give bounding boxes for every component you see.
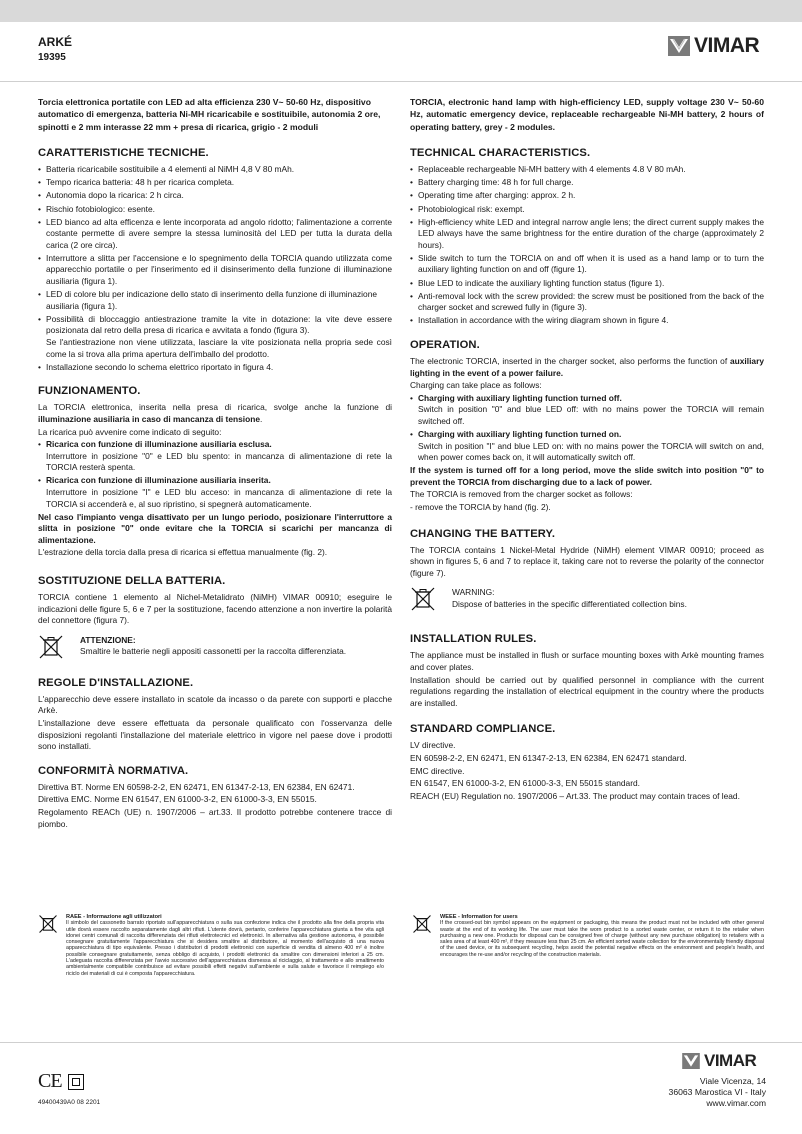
weee-text: If the crossed-out bin symbol appears on the equipment or packaging, this means the product must not be included with other general waste at the end of its working life. The user must take the worn product to a sorted waste center, or return it to the retailer when purchasing a new one. Products for disposal can be consigned free of charge (without any new purchase obligation) to retailers with a sales area of at least 400 m², if they measure less than 25 cm. An efficient sorted waste collection for the environmentally friendly disposal of the used device, or its subsequent recycling, helps avoid the potential negative effects on the environment and people's health, and encourages the re-use and/or recycling of the construction materials. [440,920,764,958]
product-series: ARKÉ [38,35,73,49]
list-item-title: Charging with auxiliary lighting function turned on. [418,429,622,439]
en-warning-body: Dispose of batteries in the specific differentiated collection bins. [452,599,687,610]
list-item: • Rischio fotobiologico: esente. [38,204,392,216]
list-item: • Anti-removal lock with the screw provided: the screw must be positioned from the back of the charger socket and screwed fully in (figure 3). [410,291,764,314]
product-code: 19395 [38,52,66,63]
crossed-bin-icon [38,914,58,934]
it-warning-title: ATTENZIONE: [80,634,136,645]
en-warning-title: WARNING: [452,587,495,598]
en-op-p2: Charging can take place as follows: [410,380,542,391]
it-op-text: La TORCIA elettronica, inserita nella presa di ricarica, svolge anche la funzione di [38,402,392,413]
list-item-text: Interruttore in posizione "I" e LED blu acceso: in mancanza di alimentazione di rete la TORCIA si accenderà e, al suo ripristino, si spegnerà automaticamente. [46,486,392,509]
vimar-logo-word: VIMAR [694,34,760,57]
it-install-p1: L'apparecchio deve essere installato in scatole da incasso o da parete con supporti e placche Arkè. [38,693,392,716]
top-band [0,0,802,22]
en-op-bold: auxiliary lighting in the event of a power failure. [410,355,764,378]
italian-column [38,96,392,831]
it-compliance-title: CONFORMITÀ NORMATIVA. [38,764,189,777]
it-warning-body: Smaltire le batterie negli appositi cassonetti per la raccolta differenziata. [80,646,347,657]
it-tech-list [38,164,392,373]
crossed-bin-icon [412,914,432,934]
list-item: • Operating time after charging: approx. 2 h. [410,190,764,202]
it-battery-text: TORCIA contiene 1 elemento al Nichel-Metalidrato (NiMH) VIMAR 00910; eseguire le indicazioni delle figure 5, 6 e 7 per la sostituzione, facendo attenzione a non invertire la polarità del connettore (figura 7). [38,592,392,626]
en-compliance-line: EMC directive. [410,765,465,776]
list-item: • High-efficiency white LED and integral narrow angle lens; the direct current supply makes the LED always have the same brightness for the entire duration of the charge (approximately 2 hours). [410,217,764,252]
weee-title: WEEE - Information for users [440,914,518,920]
company-address [669,1076,766,1109]
list-item-extra: Se l'antiestrazione non viene utilizzata, lasciare la vite posizionata nella propria sede così come la si trova alla prima apertura dell'imballo del prodotto. [46,337,392,359]
en-op-last2: - remove the TORCIA by hand (fig. 2). [410,502,551,513]
en-intro: TORCIA, electronic hand lamp with high-efficiency LED, supply voltage 230 V~ 50-60 Hz, automatic emergency device, replaceable rechargeable Ni-MH battery, 2 hours of operating battery, grey - 2 modules. [410,97,764,132]
en-compliance-line: REACH (EU) Regulation no. 1907/2006 – Art.33. The product may contain traces of lead. [410,790,740,801]
en-install-p1: The appliance must be installed in flush or surface mounting boxes with Arkè mounting frames and cover plates. [410,650,764,673]
document-code: 49400439A0 08 2201 [38,1099,101,1106]
raee-notice [38,914,384,977]
crossed-bin-icon [410,587,436,611]
en-compliance-title: STANDARD COMPLIANCE. [410,723,556,736]
certification-marks [38,1070,84,1093]
it-compliance-p1: Direttiva BT. Norme EN 60598-2-2, EN 62471, EN 61347-2-13, EN 62384, EN 62471. [38,781,355,792]
vimar-logo-icon [668,36,690,56]
vimar-logo [668,34,759,58]
header-divider [0,81,802,82]
en-compliance-line: LV directive. [410,740,456,751]
list-item: • Slide switch to turn the TORCIA on and off when it is used as a hand lamp or to turn the auxiliary lighting function on and off (figure 1). [410,253,764,276]
en-op-text: The electronic TORCIA, inserted in the charger socket, also performs the function of [410,355,730,366]
it-battery-title: SOSTITUZIONE DELLA BATTERIA. [38,575,226,588]
en-tech-title: TECHNICAL CHARACTERISTICS. [410,147,591,160]
it-op-last: L'estrazione della torcia dalla presa di ricarica si effettua manualmente (fig. 2). [38,547,328,558]
raee-text-block [66,914,384,977]
it-op-warning: Nel caso l'impianto venga disattivato per un lungo periodo, posizionare l'interruttore a slitta in posizione "0" onde evitare che la TORCIA si scarichi per mancanza di alimentazione. [38,511,392,545]
weee-notice [412,914,764,958]
list-item [410,393,764,428]
it-install-title: REGOLE D'INSTALLAZIONE. [38,676,194,689]
list-item [38,475,392,510]
list-item: • Replaceable rechargeable Ni-MH battery with 4 elements 4.8 V 80 mAh. [410,164,764,176]
weee-text-block [440,914,764,958]
en-tech-list [410,164,764,327]
it-compliance-p3: Regolamento REACh (UE) n. 1907/2006 – art.33. Il prodotto potrebbe contenere tracce di piombo. [38,806,392,829]
it-op-bold: illuminazione ausiliaria in caso di mancanza di tensione [38,413,260,424]
list-item-text: Possibilità di bloccaggio antiestrazione tramite la vite in dotazione: la vite deve essere posizionata dal retro della presa di ricarica e avvitata a fondo (figura 3). [46,313,392,336]
vimar-logo-icon [682,1053,700,1069]
en-compliance-line: EN 60598-2-2, EN 62471, EN 61347-2-13, EN 62384, EN 62471 standard. [410,753,687,763]
en-warning-text [452,587,687,610]
footer-vimar-logo [682,1051,756,1071]
list-item [38,314,392,360]
list-item-text: Interruttore in posizione "0" e LED blu spento: in mancanza di alimentazione di rete la TORCIA resterà spenta. [46,450,392,473]
list-item [410,429,764,464]
en-op-paragraph [410,356,764,379]
en-op-list [410,393,764,464]
it-install-p2: L'installazione deve essere effettuata da personale qualificato con l'osservanza delle disposizioni regolanti l'installazione del materiale elettrico in vigore nel paese dove i prodotti sono installati. [38,718,392,752]
website-link[interactable]: www.vimar.com [706,1098,766,1108]
list-item: • Tempo ricarica batteria: 48 h per ricarica completa. [38,177,392,189]
list-item: • Batteria ricaricabile sostituibile a 4 elementi al NiMH 4,8 V 80 mAh. [38,164,392,176]
list-item: • Blue LED to indicate the auxiliary lighting function status (figure 1). [410,278,764,290]
double-insulation-icon [68,1074,84,1090]
en-battery-text: The TORCIA contains 1 Nickel-Metal Hydride (NiMH) element VIMAR 00910; proceed as shown in figures 5, 6 and 7 to replace it, taking care not to reverse the polarity of the connector (figure 7). [410,544,764,578]
list-item: • Interruttore a slitta per l'accensione e lo spegnimento della TORCIA quando utilizzata come apparecchio portatile o per l'inserimento ed il disinserimento della funzione di illuminazione ausiliaria (figura 1). [38,253,392,288]
list-item-title: Charging with auxiliary lighting function turned off. [418,392,622,403]
it-operation-title: FUNZIONAMENTO. [38,385,141,398]
it-warning-box [38,635,392,659]
it-op-dot: . [260,413,263,424]
vimar-logo-word: VIMAR [704,1051,757,1070]
list-item: • Installazione secondo lo schema elettrico riportato in figura 4. [38,362,392,374]
en-install-p2: Installation should be carried out by qualified personnel in compliance with the current regulations regarding the installation of electrical equipment in the country where the products are installed. [410,674,764,708]
list-item: • Autonomia dopo la ricarica: 2 h circa. [38,190,392,202]
it-warning-text [80,635,346,658]
en-op-warning: If the system is turned off for a long period, move the slide switch into position "0" to prevent the TORCIA from discharging due to a lack of power. [410,465,764,487]
list-item-text: Switch in position "I" and blue LED on: with no mains power the TORCIA will switch on and, when power comes back on, it will automatically switch off. [418,440,764,463]
list-item-text: Switch in position "0" and blue LED off: with no mains power the TORCIA will remain switched off. [418,404,764,426]
en-operation-title: OPERATION. [410,338,480,351]
raee-text: Il simbolo del cassonetto barrato riportato sull'apparecchiatura o sulla sua confezione indica che il prodotto alla fine della propria vita utile dovrà essere raccolto separatamente dagli altri rifiuti. L'utente dovrà, pertanto, conferire l'apparecchiatura giunta a fine vita agli idonei centri comunali di raccolta differenziata dei rifiuti elettrotecnici ed elettronici. In alternativa alla gestione autonoma, è possibile consegnare gratuitamente l'apparecchiatura che si desidera smaltire al distributore, al momento dell'acquisto di una nuova apparecchiatura di tipo equivalente. Presso i distributori di prodotti elettronici con superficie di vendita di almeno 400 m² è inoltre possibile consegnare gratuitamente, senza obbligo di acquisto, i prodotti elettronici da smaltire con dimensioni inferiori a 25 cm. L'adeguata raccolta differenziata per l'avvio successivo dell'apparecchiatura dismessa al riciclaggio, al trattamento e allo smaltimento ambientalmente compatibile contribuisce ad evitare possibili effetti negativi sull'ambiente e sulla salute e favorisce il reimpiego e/o riciclo dei materiali di cui è composta l'apparecchiatura. [66,920,384,977]
list-item-title: Ricarica con funzione di illuminazione ausiliaria inserita. [46,475,271,486]
list-item: • LED bianco ad alta efficenza e lente incorporata ad angolo ridotto; l'alimentazione a corrente costante permette di avere sempre la stessa luminosità del LED per tutta la durata della carica (2 ore circa). [38,217,392,252]
list-item: • Photobiological risk: exempt. [410,204,764,216]
list-item-title: Ricarica con funzione di illuminazione ausiliaria esclusa. [46,439,272,450]
it-intro: Torcia elettronica portatile con LED ad alta efficienza 230 V~ 50-60 Hz, dispositivo automatico di emergenza, batteria Ni-MH ricaricabile e sostituibile, autonomia 2 ore, spinotti e 2 mm interasse 22 mm + presa di ricarica, grigio - 2 moduli [38,97,381,132]
it-op-p2: La ricarica può avvenire come indicato di seguito: [38,426,222,437]
crossed-bin-icon [38,635,64,659]
address-line-2: 36063 Marostica VI - Italy [668,1087,766,1097]
english-column [410,96,764,803]
list-item: • Battery charging time: 48 h for full charge. [410,177,764,189]
en-op-last1: The TORCIA is removed from the charger socket as follows: [410,489,633,500]
en-battery-title: CHANGING THE BATTERY. [410,527,556,540]
ce-mark: CE [38,1070,62,1092]
it-compliance-p2: Direttiva EMC. Norme EN 61547, EN 61000-3-2, EN 61000-3-3, EN 55015. [38,794,317,805]
list-item: • LED di colore blu per indicazione dello stato di inserimento della funzione di illuminazione ausiliaria (figura 1). [38,289,392,312]
it-tech-title: CARATTERISTICHE TECNICHE. [38,147,209,160]
raee-title: RAEE - Informazione agli utilizzatori [66,914,162,920]
list-item [38,439,392,474]
en-compliance-line: EN 61547, EN 61000-3-2, EN 61000-3-3, EN 55015 standard. [410,778,640,789]
it-op-paragraph [38,402,392,425]
en-warning-box [410,587,764,611]
list-item: • Installation in accordance with the wiring diagram shown in figure 4. [410,315,764,327]
address-line-1: Viale Vicenza, 14 [699,1076,766,1086]
footer-divider [0,1042,802,1043]
en-install-title: INSTALLATION RULES. [410,633,537,646]
it-op-list [38,439,392,510]
